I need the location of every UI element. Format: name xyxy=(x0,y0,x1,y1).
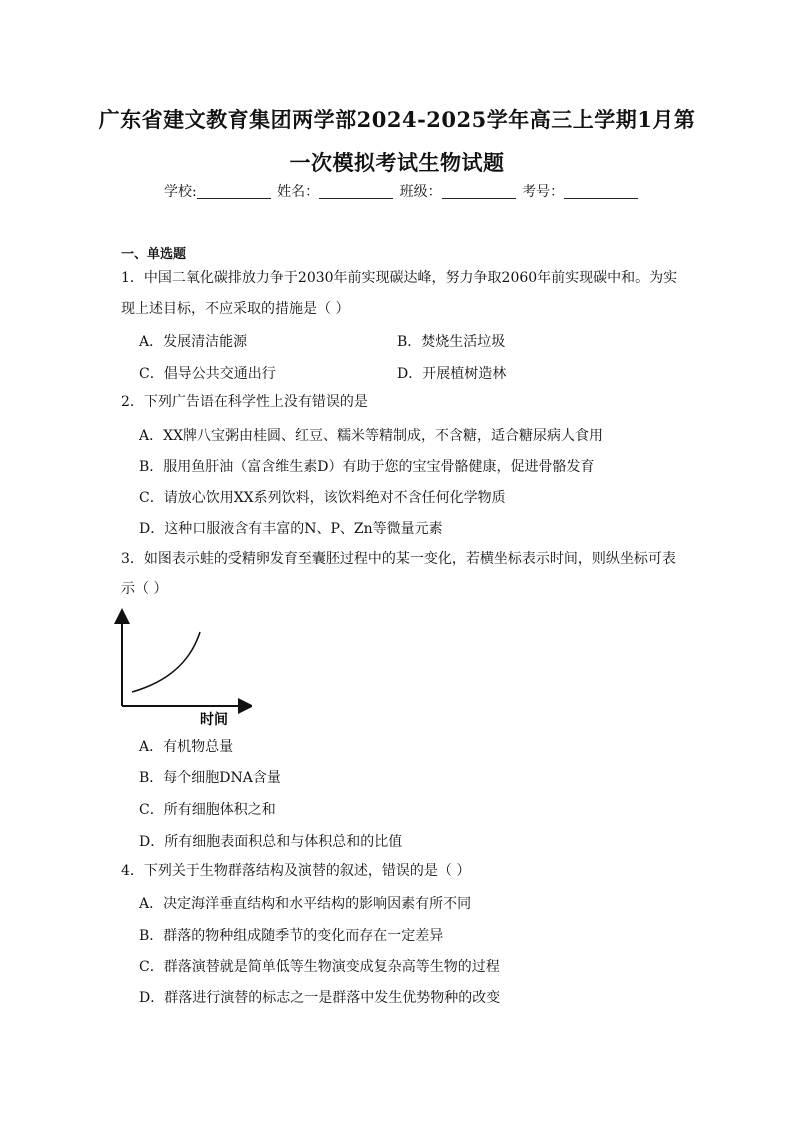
exam-title-line2: 一次模拟考试生物试题 xyxy=(289,150,505,175)
question-2-option-a: A．XX牌八宝粥由桂圆、红豆、糯米等精制成，不含糖，适合糖尿病人食用 xyxy=(139,428,604,444)
x-axis-label: 时间 xyxy=(200,712,228,728)
question-4-option-c: C．群落演替就是简单低等生物演变成复杂高等生物的过程 xyxy=(139,959,500,975)
exam-title-line1: 广东省建文教育集团两学部2024-2025学年高三上学期1月第 xyxy=(98,107,696,132)
question-2-option-c: C．请放心饮用XX系列饮料，该饮料绝对不含任何化学物质 xyxy=(139,490,506,506)
question-4-option-b: B．群落的物种组成随季节的变化而存在一定差异 xyxy=(139,928,444,944)
question-1-option-c: C．倡导公共交通出行 xyxy=(139,366,276,382)
question-3-stem-line1: 3．如图表示蛙的受精卵发育至囊胚过程中的某一变化，若横坐标表示时间，则纵坐标可表 xyxy=(121,551,676,567)
question-4-option-a: A．决定海洋垂直结构和水平结构的影响因素有所不同 xyxy=(139,896,472,912)
question-4-stem: 4．下列关于生物群落结构及演替的叙述，错误的是（ ） xyxy=(121,863,471,879)
name-label: 姓名： xyxy=(277,184,320,200)
class-blank[interactable] xyxy=(442,184,516,199)
question-1-option-a: A．发展清洁能源 xyxy=(139,334,248,350)
question-3-option-b: B．每个细胞DNA含量 xyxy=(139,770,281,786)
question-2-stem: 2．下列广告语在科学性上没有错误的是 xyxy=(121,394,368,410)
question-3-option-c: C．所有细胞体积之和 xyxy=(139,802,276,818)
exam-number-blank[interactable] xyxy=(564,184,638,199)
question-2-option-d: D．这种口服液含有丰富的N、P、Zn等微量元素 xyxy=(139,521,443,537)
question-1-stem-line1: 1．中国二氧化碳排放力争于2030年前实现碳达峰，努力争取2060年前实现碳中和。为实 xyxy=(121,270,678,286)
school-label: 学校: xyxy=(164,184,197,200)
question-3-option-d: D．所有细胞表面积总和与体积总和的比值 xyxy=(139,834,403,850)
question-1-option-d: D．开展植树造林 xyxy=(397,366,507,382)
question-3-stem-line2: 示（ ） xyxy=(121,581,168,597)
question-2-option-b: B．服用鱼肝油（富含维生素D）有助于您的宝宝骨骼健康，促进骨骼发育 xyxy=(139,459,595,475)
class-label: 班级： xyxy=(399,184,442,200)
exam-number-label: 考号： xyxy=(522,184,565,200)
growth-curve xyxy=(132,632,200,692)
name-blank[interactable] xyxy=(319,184,393,199)
student-info-line xyxy=(164,181,640,201)
question-1-stem-line2: 现上述目标，不应采取的措施是（ ） xyxy=(121,301,350,317)
question-3-graph xyxy=(112,608,252,728)
section-title: 一、单选题 xyxy=(121,247,187,262)
question-4-option-d: D．群落进行演替的标志之一是群落中发生优势物种的改变 xyxy=(139,990,501,1006)
school-blank[interactable] xyxy=(197,184,271,199)
question-3-option-a: A．有机物总量 xyxy=(139,739,234,755)
question-1-option-b: B．焚烧生活垃圾 xyxy=(397,334,506,350)
